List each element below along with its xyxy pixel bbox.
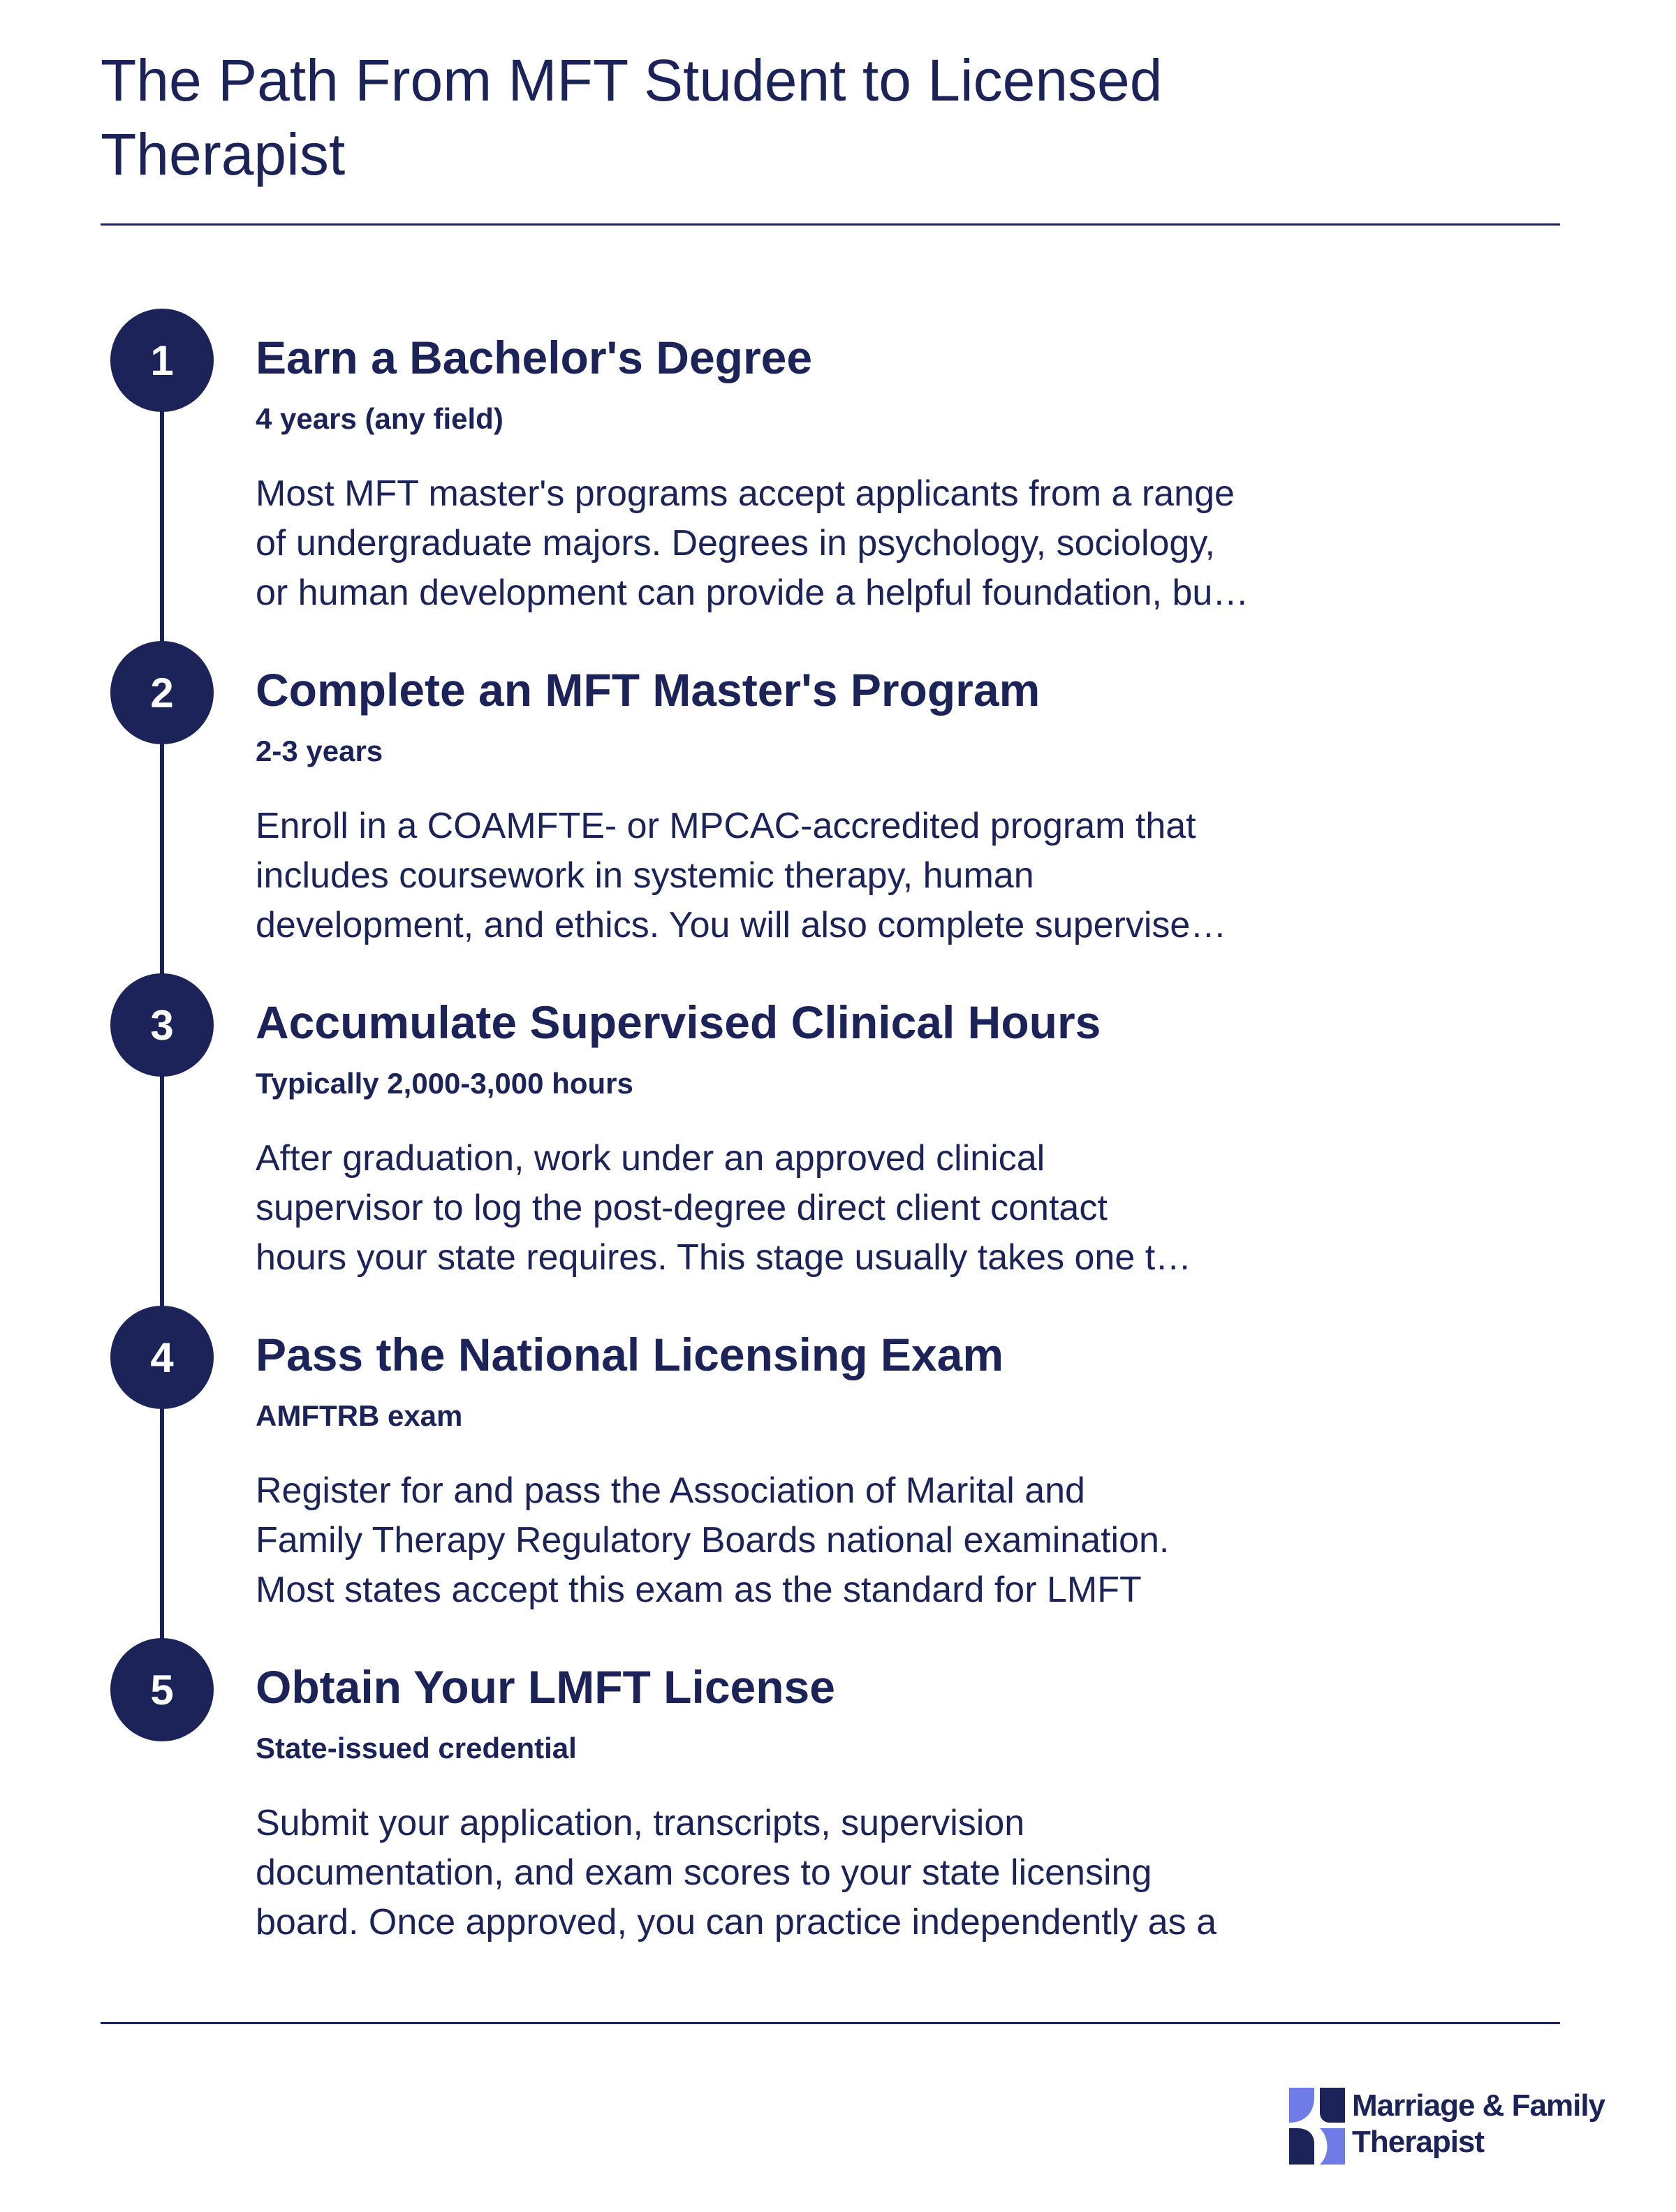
step-title: Pass the National Licensing Exam [256,1329,1004,1380]
page-title-line-1: The Path From MFT Student to Licensed [101,47,1163,113]
step-duration: State-issued credential [256,1732,577,1764]
step-4 [0,1306,1676,1610]
step-number-badge: 3 [110,973,214,1077]
bottom-divider [101,2022,1560,2024]
step-duration: AMFTRB exam [256,1399,463,1432]
step-number-badge: 1 [110,309,214,412]
step-number-badge: 4 [110,1306,214,1409]
step-title: Earn a Bachelor's Degree [256,332,813,383]
step-2 [0,641,1676,945]
step-number-badge: 5 [110,1638,214,1741]
top-divider [101,223,1560,226]
step-duration: 4 years (any field) [256,402,503,435]
step-duration: 2-3 years [256,735,383,767]
step-3 [0,973,1676,1278]
step-description: Enroll in a COAMFTE- or MPCAC-accredited program that includes coursework in systemic therapy, human development, and ethics. You will also complete supervise… [256,806,1227,945]
step-description: After graduation, work under an approved clinical supervisor to log the post-degree direct client contact hours your state requires. This stage usually takes one t… [256,1138,1192,1278]
step-5 [0,1638,1676,1942]
step-title: Accumulate Supervised Clinical Hours [256,996,1101,1048]
step-description: Register for and pass the Association of Marital and Family Therapy Regulatory Boards national examination. Most states accept this exam as the standard for LMFT [256,1470,1170,1610]
step-description: Submit your application, transcripts, supervision documentation, and exam scores to your state licensing board. Once approved, you can practice independently as a [256,1803,1217,1942]
page-title [101,43,1288,191]
step-title: Complete an MFT Master's Program [256,664,1041,716]
step-number-badge: 2 [110,641,214,744]
step-title: Obtain Your LMFT License [256,1661,835,1713]
mft-logo-icon [1289,2088,1345,2165]
brand-logo [1289,2088,1605,2165]
page-title-line-2: Therapist [101,121,346,187]
brand-name [1352,2088,1605,2160]
step-description: Most MFT master's programs accept applicants from a range of undergraduate majors. Degrees in psychology, sociology, or human development can provide a helpful foundation, bu… [256,473,1249,613]
brand-name-line-1: Marriage & Family [1352,2088,1605,2123]
brand-name-line-2: Therapist [1352,2125,1485,2159]
step-1 [0,309,1676,613]
step-duration: Typically 2,000-3,000 hours [256,1067,633,1100]
